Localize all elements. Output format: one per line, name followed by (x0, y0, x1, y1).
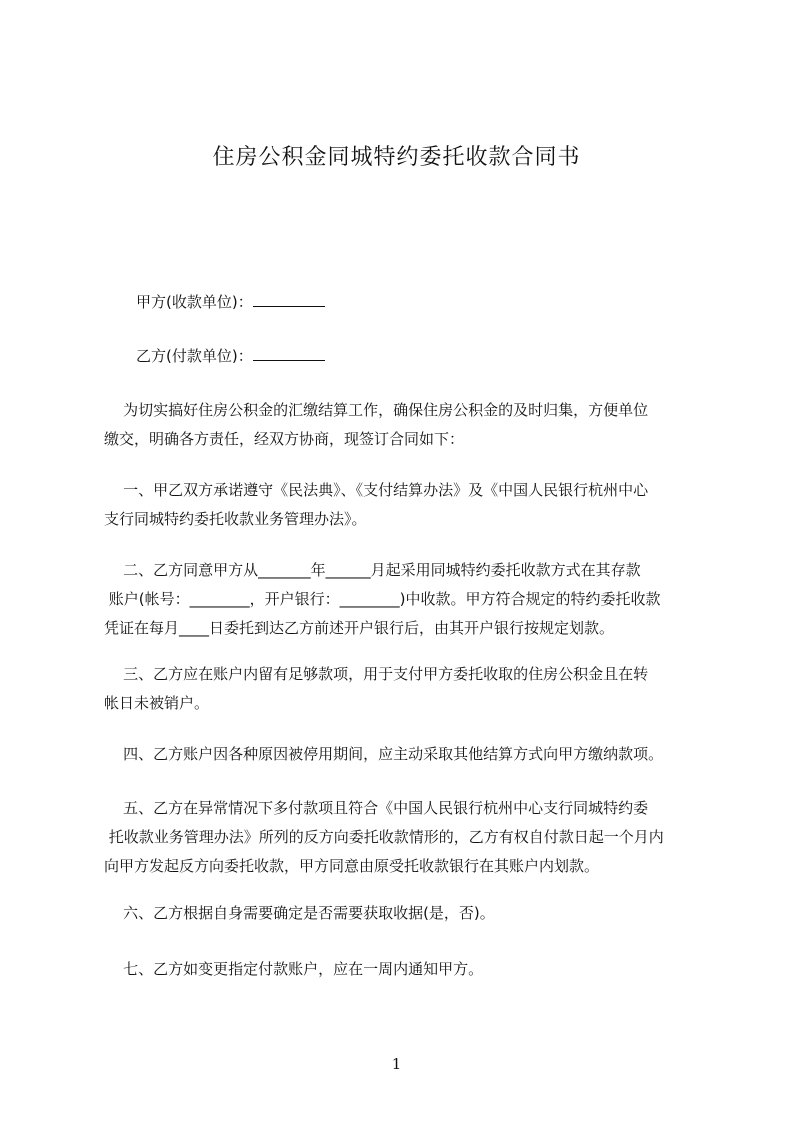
paragraph-clause-3 (104, 660, 704, 718)
party-a-label: 甲方(收款单位)： (136, 293, 253, 311)
paragraph-clause-2 (104, 556, 704, 643)
party-b-line (136, 346, 325, 366)
paragraph-line: 账户(帐号：________，开户银行：________)中收款。甲方符合规定的特约委托收款 (104, 590, 661, 608)
paragraph-line: 七、乙方如变更指定付款账户，应在一周内通知甲方。 (104, 960, 484, 978)
paragraph-clause-7 (104, 955, 704, 984)
party-a-line (136, 292, 325, 312)
paragraph-line: 五、乙方在异常情况下多付款项且符合《中国人民银行杭州中心支行同城特约委 (104, 799, 649, 817)
page-number: 1 (391, 1055, 402, 1073)
paragraph-intro (104, 396, 704, 454)
paragraph-line: 托收款业务管理办法》所列的反方向委托收款情形的，乙方有权自付款日起一个月内 (104, 828, 664, 846)
paragraph-clause-5 (104, 794, 704, 881)
party-b-label: 乙方(付款单位)： (136, 347, 253, 365)
paragraph-line: 向甲方发起反方向委托收款，甲方同意由原受托收款银行在其账户内划款。 (104, 857, 600, 875)
paragraph-clause-6 (104, 899, 704, 928)
party-a-blank (253, 292, 325, 307)
paragraph-line: 缴交，明确各方责任，经双方协商，现签订合同如下： (104, 430, 465, 448)
paragraph-line: 支行同城特约委托收款业务管理办法》。 (104, 510, 367, 528)
paragraph-clause-1 (104, 476, 704, 534)
paragraph-line: 四、乙方账户因各种原因被停用期间，应主动采取其他结算方式向甲方缴纳款项。 (104, 745, 664, 763)
paragraph-clause-4 (104, 740, 704, 769)
paragraph-line: 凭证在每月____日委托到达乙方前述开户银行后，由其开户银行按规定划款。 (104, 619, 615, 637)
paragraph-line: 三、乙方应在账户内留有足够款项，用于支付甲方委托收取的住房公积金且在转 (104, 665, 649, 683)
paragraph-line: 为切实搞好住房公积金的汇缴结算工作，确保住房公积金的及时归集，方便单位 (104, 401, 649, 419)
document-title: 住房公积金同城特约委托收款合同书 (212, 145, 581, 170)
party-b-blank (253, 346, 325, 361)
paragraph-line: 六、乙方根据自身需要确定是否需要获取收据(是，否)。 (104, 904, 495, 922)
paragraph-line: 帐日未被销户。 (104, 694, 210, 712)
paragraph-line: 二、乙方同意甲方从_______年______月起采用同城特约委托收款方式在其存款 (104, 561, 641, 579)
paragraph-line: 一、甲乙双方承诺遵守《民法典》、《支付结算办法》及《中国人民银行杭州中心 (104, 481, 649, 499)
